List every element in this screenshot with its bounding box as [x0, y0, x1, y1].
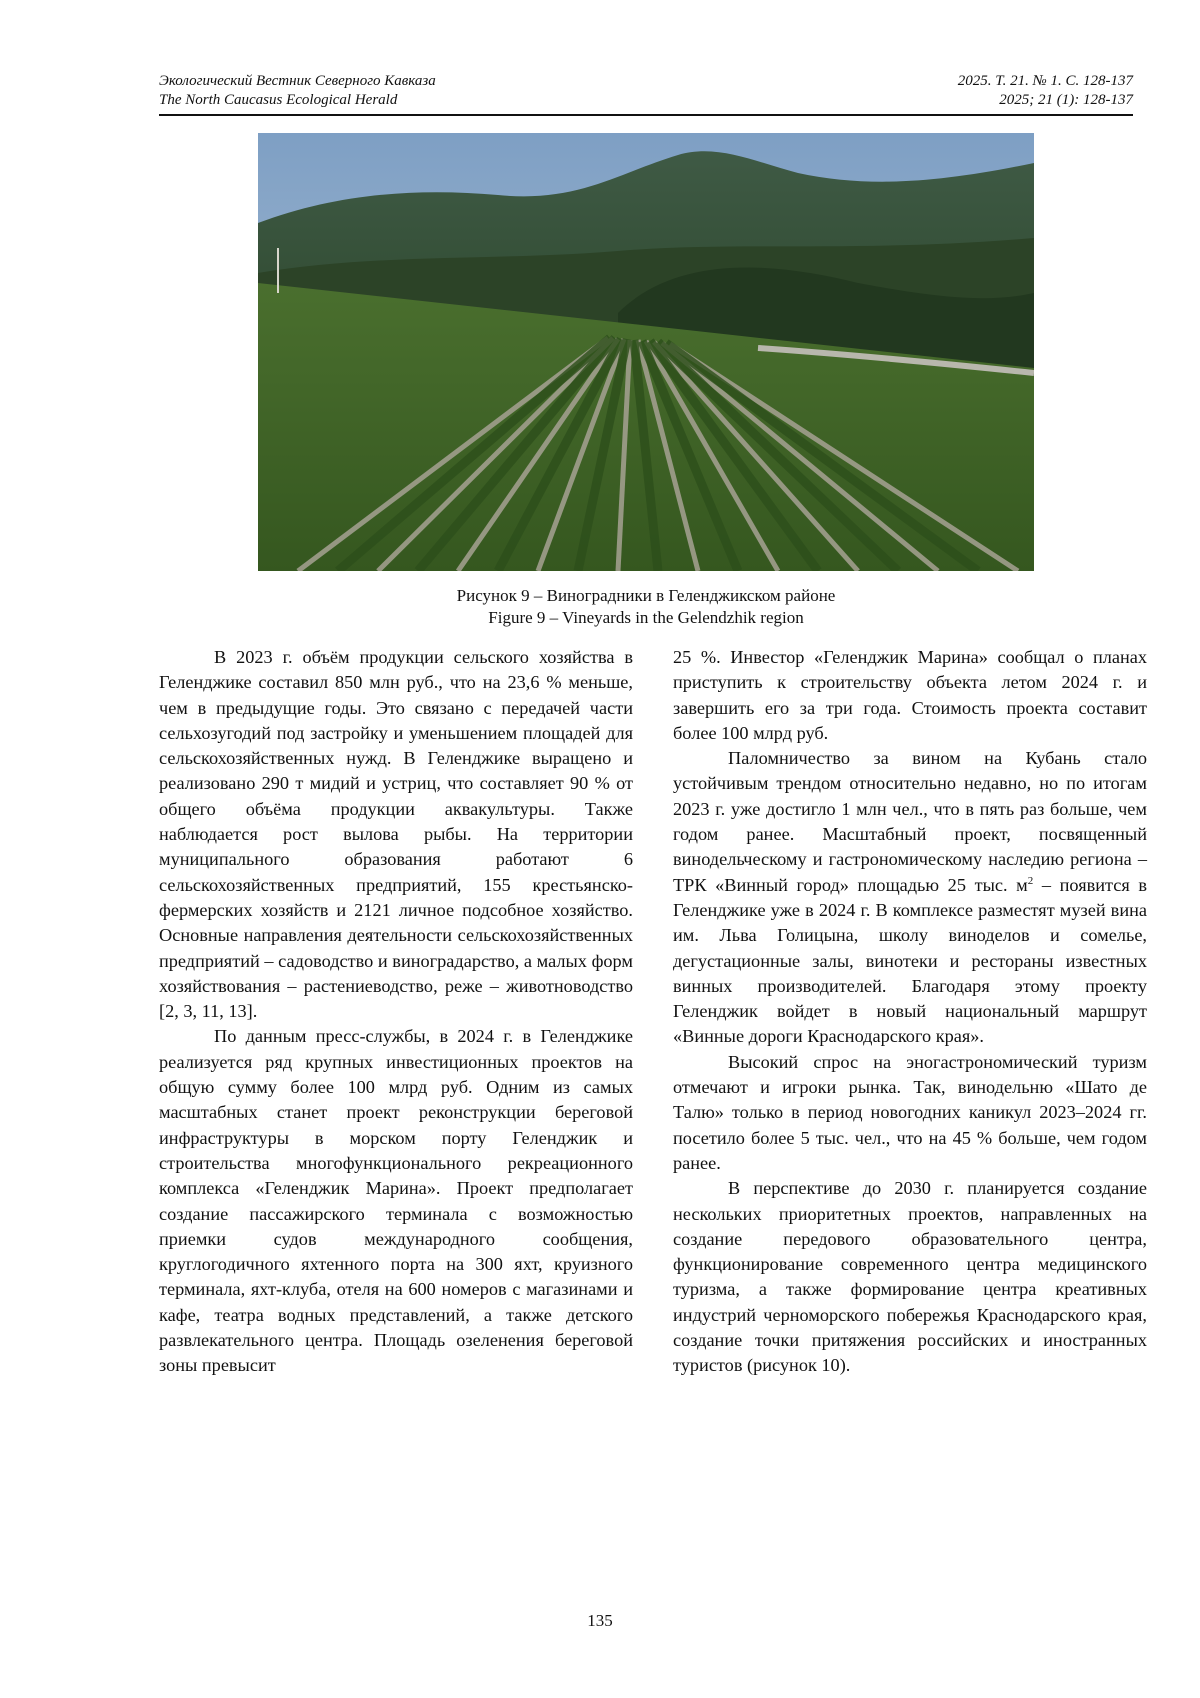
paragraph: Высокий спрос на эногастрономический туризм отмечают и игроки рынка. Так, винодельню «Шато де Талю» только в период новогодних каникул 2023–2024 гг. посетило более 5 тыс. чел., что на 45 % больше, чем годом ранее.	[673, 1051, 1147, 1173]
paragraph	[673, 746, 1147, 1050]
superscript: 2	[1027, 874, 1034, 887]
page-number: 135	[587, 1611, 613, 1630]
figure-caption	[159, 585, 1133, 629]
paragraph-text: – появится в Геленджике уже в 2024 г. В комплексе разместят музей вина им. Льва Голицына, школу виноделов и сомелье, дегустационные залы, винотеки и рестораны известных винных производителей. Благодаря этому проекту Геленджик войдет в новый национальный маршрут «Винные дороги Краснодарского края».	[673, 874, 1148, 1047]
left-column	[159, 645, 633, 1379]
citation-ru: 2025. Т. 21. № 1. С. 128-137	[957, 73, 1133, 89]
right-column	[673, 645, 1147, 1379]
journal-title-ru: Экологический Вестник Северного Кавказа	[159, 73, 436, 89]
paragraph: По данным пресс-службы, в 2024 г. в Геленджике реализуется ряд крупных инвестиционных проектов на общую сумму более 100 млрд руб. Одним из самых масштабных станет проект реконструкции береговой инфраструктуры в морском порту Геленджик и строительства многофункционального рекреационного комплекса «Геленджик Марина». Проект предполагает создание пассажирского терминала с возможностью приемки судов международного сообщения, круглогодичного яхтенного порта на 300 яхт, круизного терминала, яхт-клуба, отеля на 600 номеров с магазинами и кафе, театра водных представлений, а также детского развлекательного центра. Площадь озеленения береговой зоны превысит	[159, 1026, 633, 1376]
caption-en: Figure 9 – Vineyards in the Gelendzhik region	[488, 608, 804, 627]
caption-ru: Рисунок 9 – Виноградники в Геленджикском районе	[456, 586, 836, 605]
citation-en: 2025; 21 (1): 128-137	[999, 92, 1133, 108]
paragraph: В 2023 г. объём продукции сельского хозяйства в Геленджике составил 850 млн руб., что на 23,6 % меньше, чем в предыдущие годы. Это связано с передачей части сельхозугодий под застройку и уменьшением площадей для сельскохозяйственных нужд. В Геленджике выращено и реализовано 290 т мидий и устриц, что составляет 90 % от общего объёма продукции аквакультуры. Также наблюдается рост вылова рыбы. На территории муниципального образования работают 6 сельскохозяйственных предприятий, 155 крестьянско-фермерских хозяйств и 2121 личное подсобное хозяйство. Основные направления деятельности сельскохозяйственных предприятий – садоводство и виноградарство, а малых форм хозяйствования – растениеводство, реже – животноводство [2, 3, 11, 13].	[159, 647, 633, 1022]
journal-title-en: The North Caucasus Ecological Herald	[159, 92, 398, 108]
paragraph-text: Паломничество за вином на Кубань стало устойчивым трендом относительно недавно, но по итогам 2023 г. уже достигло 1 млн чел., что в пять раз больше, чем годом ранее. Масштабный проект, посвященный винодельческому и гастрономическому наследию региона – ТРК «Винный город» площадью 25 тыс. м	[673, 748, 1147, 895]
paragraph: В перспективе до 2030 г. планируется создание нескольких приоритетных проектов, направленных на создание передового образовательного центра, функционирование современного центра медицинского туризма, а также формирование центра креативных индустрий черноморского побережья Краснодарского края, создание точки притяжения российских и иностранных туристов (рисунок 10).	[673, 1178, 1147, 1376]
header-rule	[159, 114, 1133, 116]
paragraph: 25 %. Инвестор «Геленджик Марина» сообщал о планах приступить к строительству объекта летом 2024 г. и завершить его за три года. Стоимость проекта составит более 100 млрд руб.	[673, 647, 1147, 743]
vineyard-photo	[258, 133, 1034, 571]
running-head	[159, 72, 1133, 110]
